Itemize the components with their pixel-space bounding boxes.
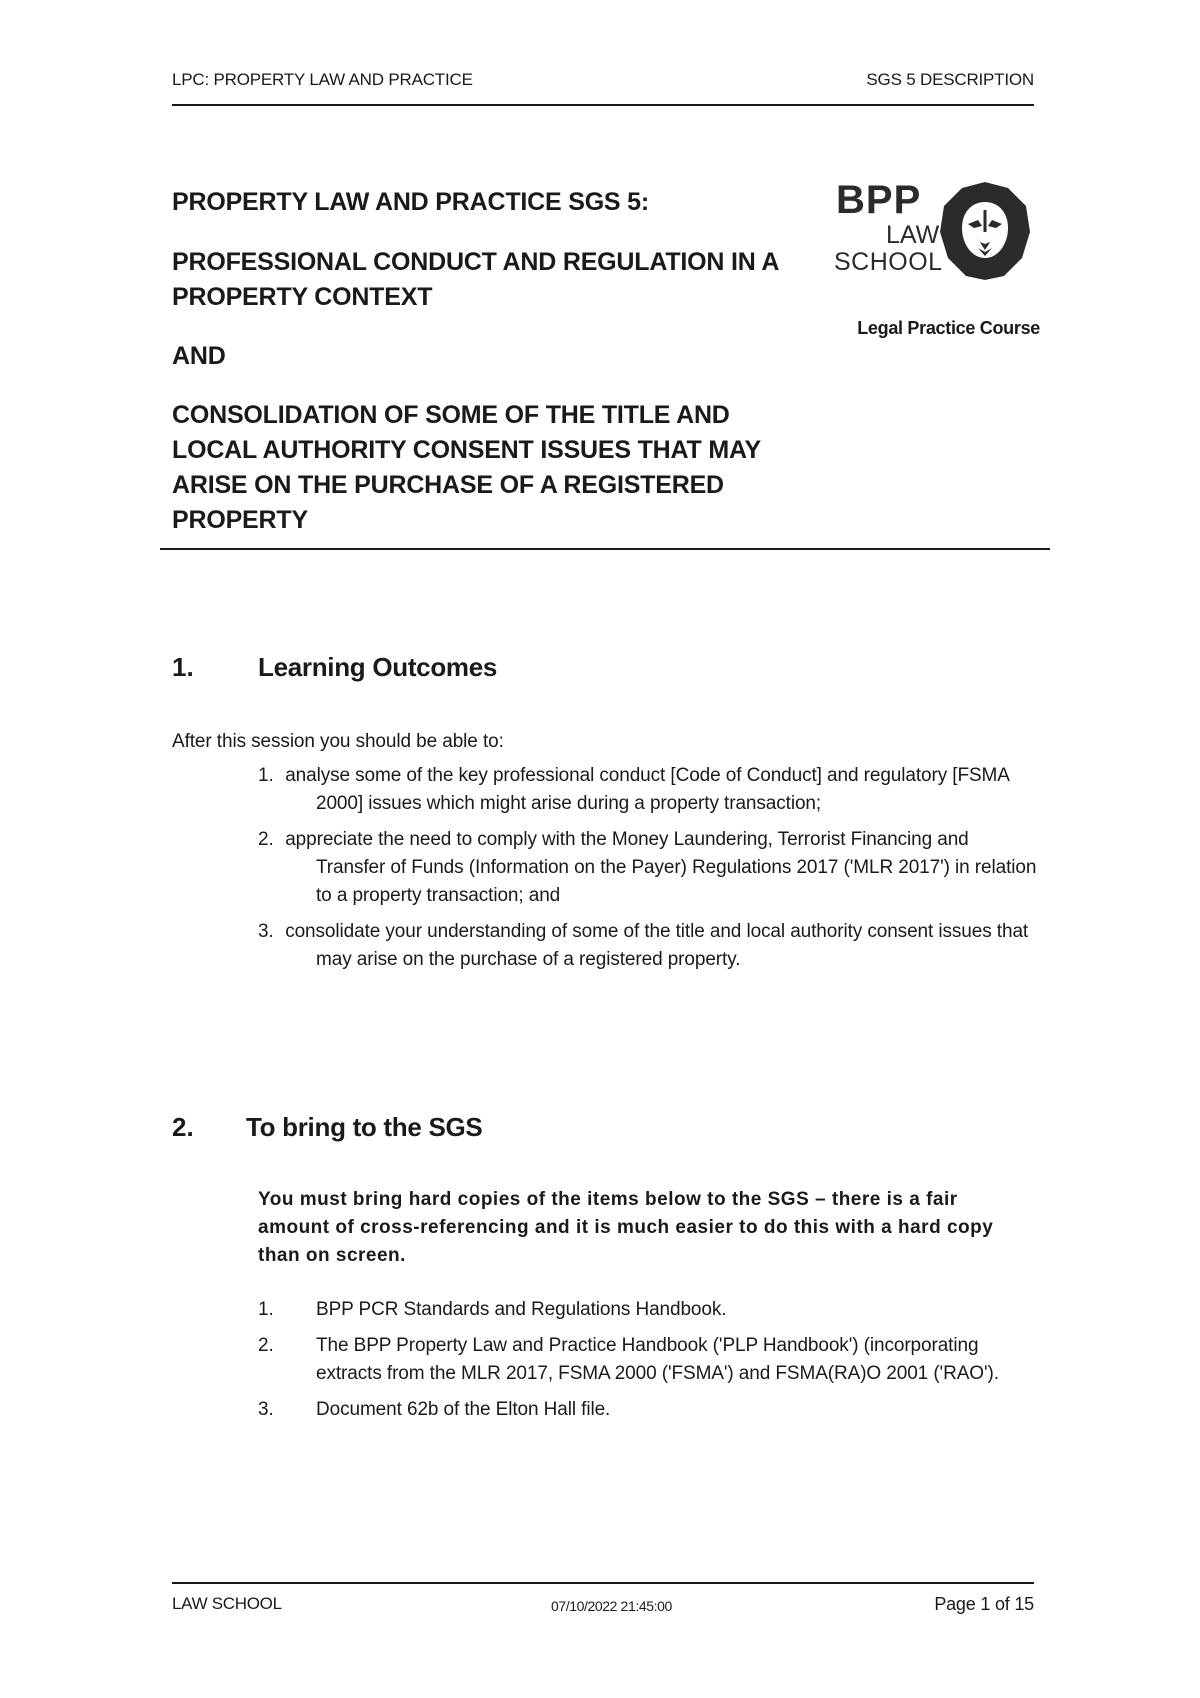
list-item [258,918,1038,974]
lion-head-icon [938,180,1032,282]
list-item-text: appreciate the need to comply with the Money Laundering, Terrorist Financing and Transfer of Funds (Information on the Payer) Regulations 2017 ('MLR 2017') in relation to a property transaction; and [285,829,1037,906]
title-rule [160,548,1050,550]
bpp-law-school-logo [836,178,943,276]
footer-page-number: Page 1 of 15 [934,1594,1034,1614]
logo-law-text: LAW [886,221,940,249]
list-item-text: BPP PCR Standards and Regulations Handbook. [316,1299,727,1320]
list-item-number: 1. [258,1299,274,1320]
course-label: Legal Practice Course [857,318,1040,338]
section-2-heading: To bring to the SGS [246,1112,483,1142]
list-item-text: analyse some of the key professional conduct [Code of Conduct] and regulatory [FSMA 2000] issues which might arise during a property transaction; [285,765,1009,814]
list-item-number: 1. [258,765,274,786]
list-item [258,762,1038,818]
learning-outcomes-list [258,762,1038,982]
list-item-number: 3. [258,921,274,942]
list-item-text: Document 62b of the Elton Hall file. [316,1399,611,1420]
section-1-heading: Learning Outcomes [258,652,498,682]
list-item-number: 2. [258,1335,274,1356]
running-header-left: LPC: PROPERTY LAW AND PRACTICE [172,70,473,89]
items-to-bring-list [258,1296,1038,1432]
footer-left: LAW SCHOOL [172,1594,282,1613]
document-title-line-2: PROFESSIONAL CONDUCT AND REGULATION IN A PROPERTY CONTEXT [172,248,779,311]
list-item [258,1332,1038,1388]
section-2-number: 2. [172,1112,194,1142]
list-item [258,826,1038,910]
footer-timestamp: 07/10/2022 21:45:00 [551,1598,672,1614]
section-1-number: 1. [172,652,194,682]
list-item-text: consolidate your understanding of some of the title and local authority consent issues that may arise on the purchase of a registered property. [285,921,1029,970]
section-1-intro: After this session you should be able to: [172,731,504,752]
document-title-line-4: CONSOLIDATION OF SOME OF THE TITLE AND LOCAL AUTHORITY CONSENT ISSUES THAT MAY ARISE ON THE PURCHASE OF A REGISTERED PROPERTY [172,401,761,534]
list-item-number: 2. [258,829,274,850]
list-item-number: 3. [258,1399,274,1420]
list-item [258,1296,1038,1324]
document-title-line-3: AND [172,342,226,370]
header-rule [172,104,1034,106]
running-header-right: SGS 5 DESCRIPTION [866,70,1034,89]
list-item-text: The BPP Property Law and Practice Handbook ('PLP Handbook') (incorporating extracts from the MLR 2017, FSMA 2000 ('FSMA') and FSMA(RA)O 2001 ('RAO'). [316,1335,999,1384]
document-title-line-1: PROPERTY LAW AND PRACTICE SGS 5: [172,188,649,216]
section-2-note: You must bring hard copies of the items below to the SGS – there is a fair amount of cross-referencing and it is much easier to do this with a hard copy than on screen. [258,1189,994,1266]
logo-bpp-text: BPP [836,178,922,222]
list-item [258,1396,1038,1424]
logo-school-text: SCHOOL [834,248,943,276]
footer-rule [172,1582,1034,1584]
